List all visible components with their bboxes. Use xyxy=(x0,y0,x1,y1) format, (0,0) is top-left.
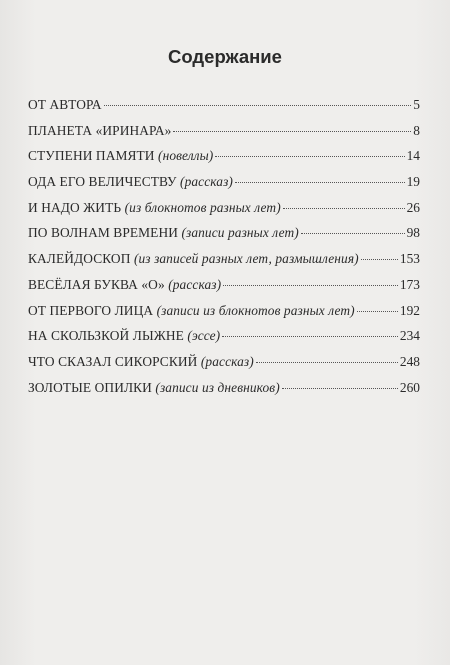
entry-subtitle: (из блокнотов разных лет) xyxy=(124,199,281,215)
entry-title: ПЛАНЕТА «ИРИНАРА» xyxy=(28,122,172,138)
toc-entry xyxy=(28,118,420,144)
entry-page-number: 5 xyxy=(413,97,420,112)
toc-entry xyxy=(28,143,420,169)
entry-title: ЗОЛОТЫЕ ОПИЛКИ xyxy=(28,379,152,395)
entry-subtitle: (из записей разных лет, размышления) xyxy=(133,251,359,267)
entry-page-number: 192 xyxy=(399,302,420,318)
entry-name xyxy=(28,375,280,401)
dot-leader xyxy=(361,259,398,260)
dot-leader xyxy=(173,131,411,132)
entry-name xyxy=(28,272,221,298)
toc-entry xyxy=(28,375,420,401)
entry-title: ОТ АВТОРА xyxy=(28,97,102,112)
table-of-contents xyxy=(28,92,420,400)
toc-entry xyxy=(28,246,420,272)
entry-title: ПО ВОЛНАМ ВРЕМЕНИ xyxy=(28,225,178,241)
toc-entry xyxy=(28,92,420,118)
entry-subtitle: (рассказ) xyxy=(168,276,222,292)
entry-subtitle: (записи из дневников) xyxy=(155,379,280,395)
entry-page-number: 153 xyxy=(399,251,420,267)
entry-title: ЧТО СКАЗАЛ СИКОРСКИЙ xyxy=(28,353,198,369)
entry-title: И НАДО ЖИТЬ xyxy=(28,199,122,215)
entry-page-number: 98 xyxy=(406,225,420,241)
entry-page-number: 8 xyxy=(413,122,420,138)
entry-title: НА СКОЛЬЗКОЙ ЛЫЖНЕ xyxy=(28,328,184,344)
entry-name xyxy=(28,246,359,272)
entry-page-number: 26 xyxy=(406,199,420,215)
entry-page-number: 234 xyxy=(399,328,420,344)
dot-leader xyxy=(223,285,398,286)
dot-leader xyxy=(235,182,405,183)
toc-entry xyxy=(28,298,420,324)
entry-page-number: 248 xyxy=(399,353,420,369)
toc-entry xyxy=(28,272,420,298)
entry-title: КАЛЕЙДОСКОП xyxy=(28,251,131,267)
entry-title: ВЕСЁЛАЯ БУКВА «О» xyxy=(28,276,165,292)
entry-subtitle: (записи разных лет) xyxy=(181,225,299,241)
dot-leader xyxy=(222,336,398,337)
entry-page-number: 173 xyxy=(399,276,420,292)
entry-name xyxy=(28,349,254,375)
dot-leader xyxy=(357,311,398,312)
entry-name xyxy=(28,92,102,118)
entry-name xyxy=(28,118,171,144)
entry-name xyxy=(28,195,281,221)
toc-entry xyxy=(28,323,420,349)
entry-subtitle: (эссе) xyxy=(187,328,221,344)
entry-name xyxy=(28,143,213,169)
entry-name xyxy=(28,169,233,195)
dot-leader xyxy=(283,208,405,209)
entry-page-number: 19 xyxy=(406,174,420,190)
entry-title: ОТ ПЕРВОГО ЛИЦА xyxy=(28,302,154,318)
entry-page-number: 14 xyxy=(406,148,420,164)
dot-leader xyxy=(104,105,412,106)
toc-entry xyxy=(28,349,420,375)
toc-entry xyxy=(28,169,420,195)
entry-name xyxy=(28,220,299,246)
dot-leader xyxy=(301,233,405,234)
entry-subtitle: (записи из блокнотов разных лет) xyxy=(156,302,355,318)
toc-entry xyxy=(28,220,420,246)
toc-entry xyxy=(28,195,420,221)
entry-title: СТУПЕНИ ПАМЯТИ xyxy=(28,148,155,164)
entry-subtitle: (новеллы) xyxy=(158,148,214,164)
entry-name xyxy=(28,298,355,324)
entry-subtitle: (рассказ) xyxy=(200,353,254,369)
entry-page-number: 260 xyxy=(399,379,420,395)
entry-title: ОДА ЕГО ВЕЛИЧЕСТВУ xyxy=(28,174,177,190)
entry-name xyxy=(28,323,220,349)
dot-leader xyxy=(282,388,398,389)
dot-leader xyxy=(215,156,404,157)
page-title: Содержание xyxy=(168,46,282,67)
dot-leader xyxy=(256,362,398,363)
entry-subtitle: (рассказ) xyxy=(180,174,233,190)
